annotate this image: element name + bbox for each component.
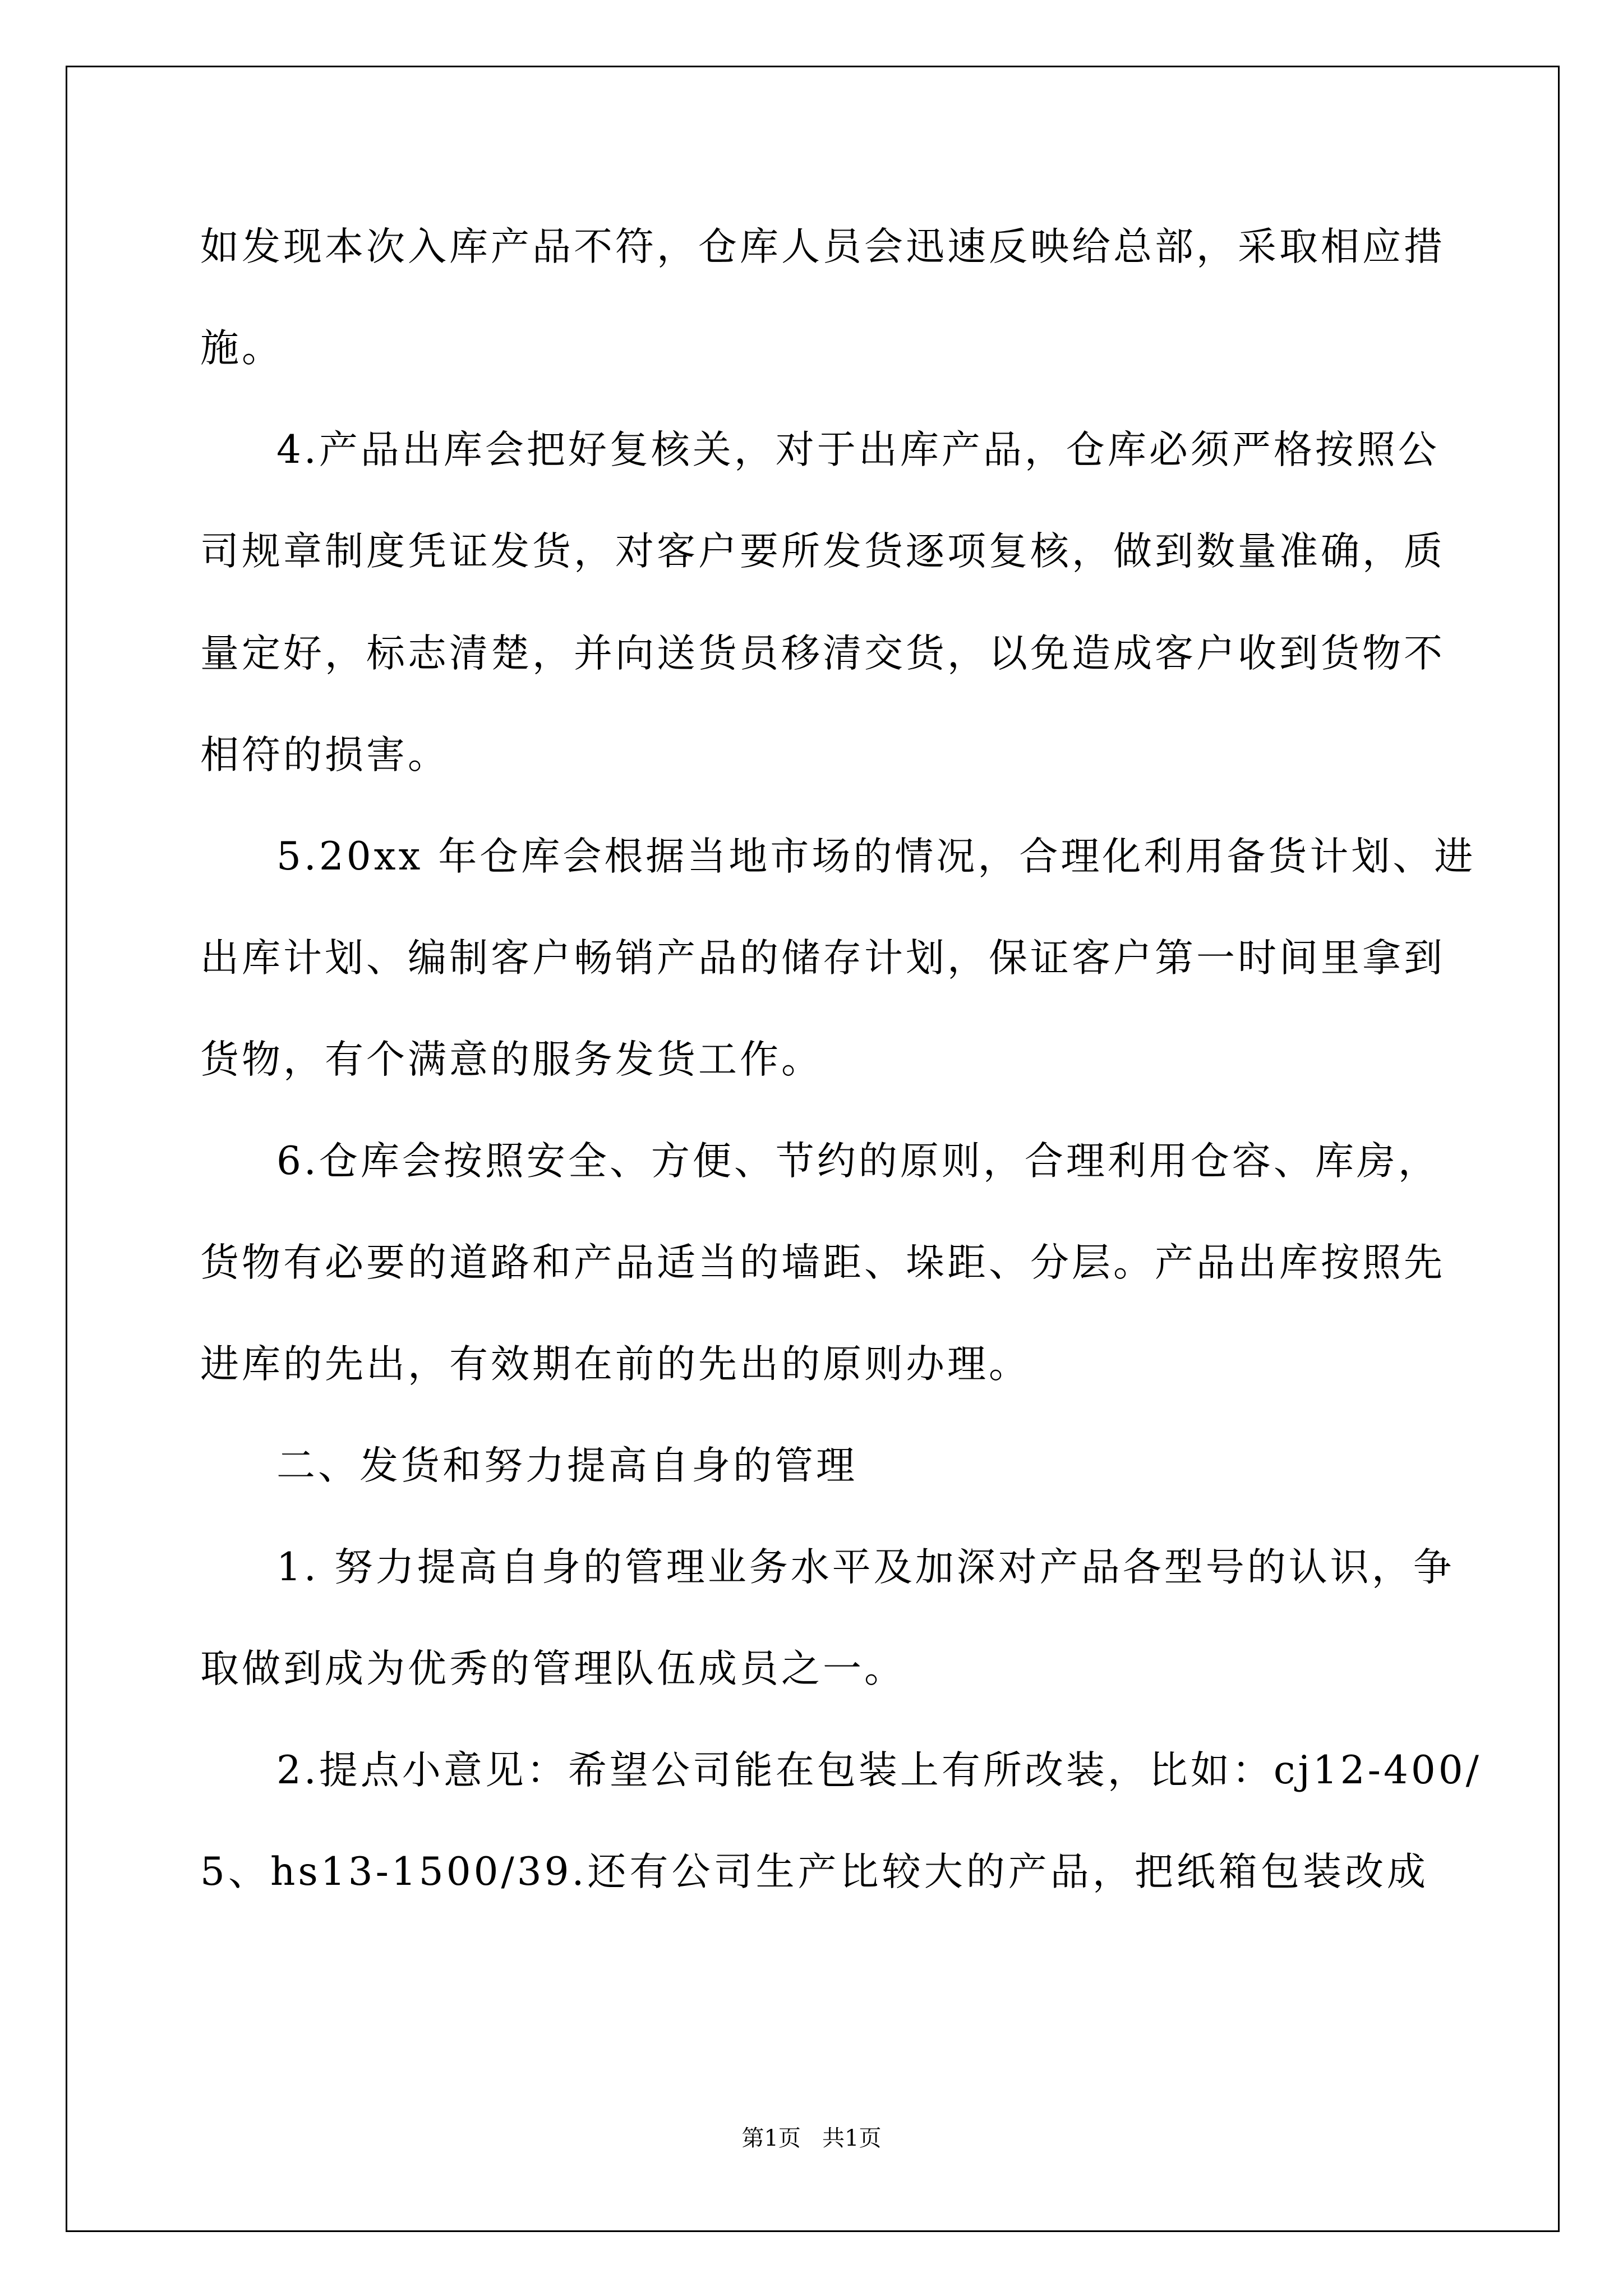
paragraph-line-2: 施。 [200,326,283,371]
page-footer: 第1页 共1页 [741,2125,882,2151]
section-heading: 二、发货和努力提高自身的管理 [276,1443,857,1488]
paragraph-line-5: 量定好，标志清楚，并向送货员移清交货，以免造成客户收到货物不 [200,631,1445,676]
paragraph-line-9: 货物，有个满意的服务发货工作。 [200,1037,823,1082]
paragraph-line-6: 相符的损害。 [200,733,449,777]
paragraph-line-10: 6.仓库会按照安全、方便、节约的原则，合理利用仓容、库房， [276,1139,1440,1184]
paragraph-line-4: 司规章制度凭证发货，对客户要所发货逐项复核，做到数量准确，质 [200,529,1445,574]
paragraph-line-17: 5、hs13-1500/39.还有公司生产比较大的产品，把纸箱包装改成 [200,1849,1428,1894]
paragraph-line-12: 进库的先出，有效期在前的先出的原则办理。 [200,1342,1030,1387]
paragraph-line-14: 1. 努力提高自身的管理业务水平及加深对产品各型号的认识，争 [276,1545,1455,1590]
paragraph-line-11: 货物有必要的道路和产品适当的墙距、垛距、分层。产品出库按照先 [200,1240,1445,1285]
paragraph-line-7: 5.20xx 年仓库会根据当地市场的情况，合理化利用备货计划、进 [276,834,1476,879]
paragraph-line-16: 2.提点小意见：希望公司能在包装上有所改装，比如：cj12-400/ [276,1748,1482,1793]
paragraph-line-3: 4.产品出库会把好复核关，对于出库产品，仓库必须严格按照公 [276,427,1440,472]
paragraph-line-1: 如发现本次入库产品不符，仓库人员会迅速反映给总部，采取相应措 [200,224,1445,269]
paragraph-line-15: 取做到成为优秀的管理队伍成员之一。 [200,1646,906,1691]
paragraph-line-8: 出库计划、编制客户畅销产品的储存计划，保证客户第一时间里拿到 [200,936,1445,981]
